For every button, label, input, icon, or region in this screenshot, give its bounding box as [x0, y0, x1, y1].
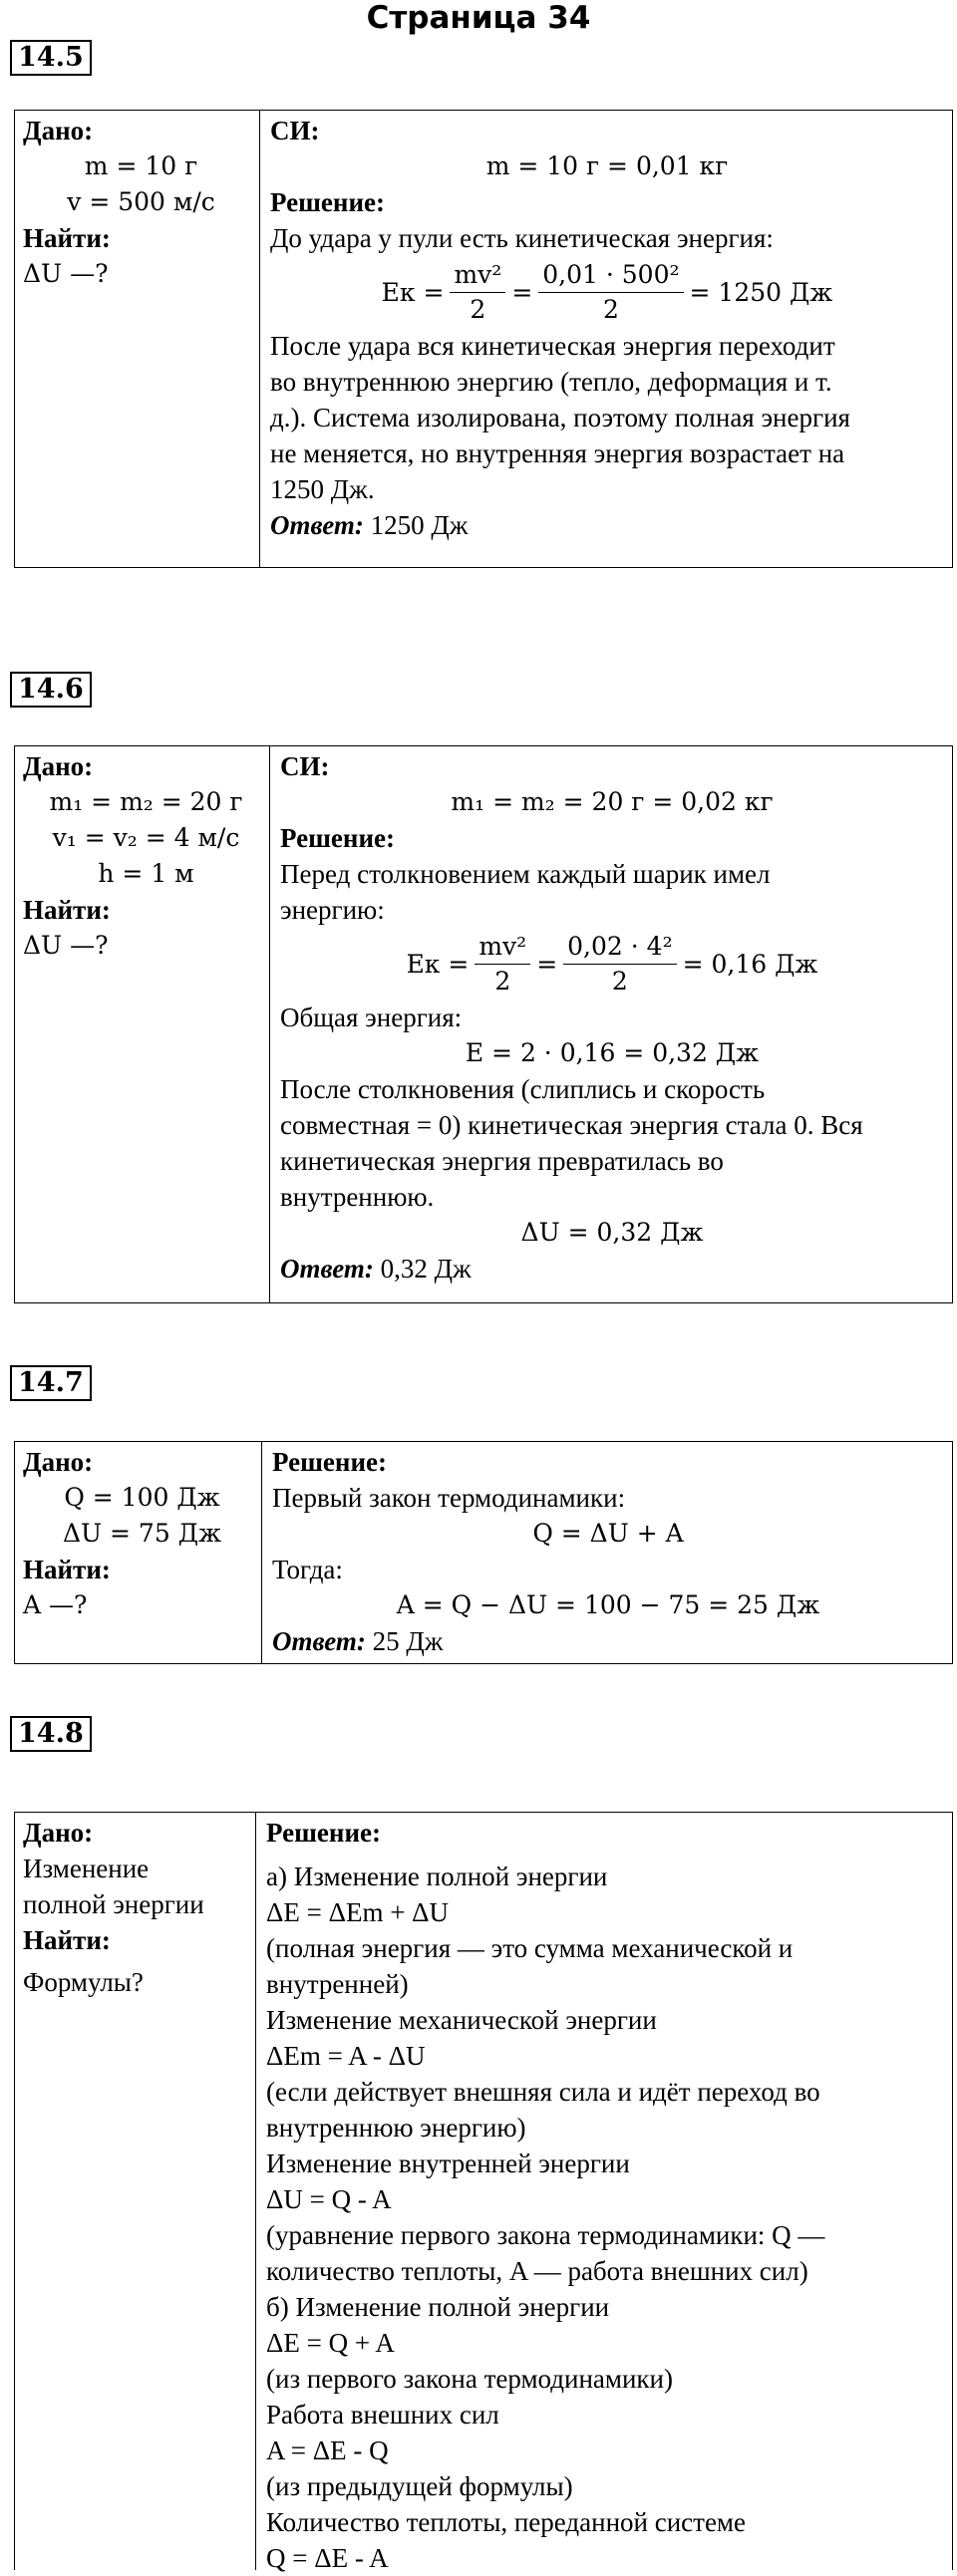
problem-box	[14, 745, 953, 1303]
given-value: h = 1 м	[98, 859, 194, 888]
solution-text: совместная = 0) кинетическая энергия стала 0. Вся	[280, 1110, 863, 1140]
solution-text: Перед столкновением каждый шарик имел	[280, 859, 771, 889]
formula: Eк = $\frac{\text{mv²}}{2}$ = $\frac{\text{0,02 · 4²}}{2}$ = 0,16 Дж	[406, 931, 818, 996]
given-column	[15, 1813, 256, 2570]
answer-label: Ответ:	[272, 1626, 366, 1656]
answer-value: 1250 Дж	[363, 510, 469, 540]
si-value: m = 10 г = 0,01 кг	[485, 151, 729, 180]
formula: Eк = $\frac{\text{mv²}}{2}$ = $\frac{\text{0,01 · 500²}}{2}$ = 1250 Дж	[381, 259, 833, 324]
problem-number: 14.5	[10, 40, 92, 76]
find-value: ΔU —?	[23, 259, 109, 288]
solution-line: Изменение внутренней энергии	[266, 2148, 630, 2178]
solution-line: Изменение механической энергии	[266, 2005, 657, 2035]
solution-text: После столкновения (слиплись и скорость	[280, 1074, 766, 1104]
numerator: mv²	[475, 932, 530, 965]
answer-value: 0,32 Дж	[373, 1254, 472, 1284]
problem-number: 14.7	[10, 1365, 92, 1401]
answer	[280, 1251, 944, 1287]
solution-column	[256, 1813, 952, 2573]
solution-line: а) Изменение полной энергии	[266, 1861, 608, 1891]
solution-line: ΔU = Q - A	[266, 2184, 392, 2214]
solution-text: не меняется, но внутренняя энергия возрастает на	[270, 438, 845, 468]
solution-line: внутренней)	[266, 1969, 409, 1999]
numerator: 0,02 · 4²	[563, 932, 676, 965]
si-label: СИ:	[280, 751, 330, 781]
si-label: СИ:	[270, 116, 320, 145]
solution-column	[270, 746, 952, 1302]
formula-result: = 0,16 Дж	[682, 949, 818, 979]
solution-text: внутреннюю.	[280, 1182, 435, 1212]
solution-column	[262, 1442, 952, 1663]
problem-box	[14, 1812, 953, 2573]
find-value: A —?	[23, 1590, 88, 1619]
solution-lines	[266, 1859, 944, 2576]
solution-text: До удара у пули есть кинетическая энергия:	[270, 223, 774, 253]
solution-line: Работа внешних сил	[266, 2400, 499, 2430]
solution-line: ΔE = ΔEm + ΔU	[266, 1897, 450, 1927]
solution-column	[260, 111, 952, 567]
formula: Q = ΔU + A	[532, 1519, 684, 1548]
find-value: ΔU —?	[23, 931, 109, 960]
given-value: m₁ = m₂ = 20 г	[49, 787, 243, 816]
si-value: m₁ = m₂ = 20 г = 0,02 кг	[451, 787, 774, 816]
fraction	[563, 932, 676, 997]
solution-text: После удара вся кинетическая энергия переходит	[270, 331, 835, 361]
solution-line: б) Изменение полной энергии	[266, 2292, 610, 2322]
solution-line: A = ΔE - Q	[266, 2435, 389, 2465]
problem-number: 14.6	[10, 672, 92, 708]
answer	[272, 1623, 944, 1659]
numerator: 0,01 · 500²	[538, 260, 683, 293]
answer-value: 25 Дж	[365, 1626, 444, 1656]
solution-text: во внутреннюю энергию (тепло, деформация и т.	[270, 367, 832, 397]
solution-label: Решение:	[266, 1818, 381, 1848]
problem-number: 14.8	[10, 1716, 92, 1752]
given-column	[15, 1442, 262, 1663]
denominator: 2	[611, 966, 628, 996]
solution-text: Тогда:	[272, 1555, 343, 1584]
solution-line: (полная энергия — это сумма механической и	[266, 1933, 794, 1963]
formula-lhs: Eк =	[381, 277, 445, 307]
given-column	[15, 746, 270, 1302]
given-value: m = 10 г	[84, 151, 198, 180]
find-label: Найти:	[23, 1925, 111, 1955]
fraction	[538, 260, 683, 325]
page-title: Страница 34	[366, 0, 591, 36]
given-value: Q = 100 Дж	[64, 1483, 220, 1512]
find-label: Найти:	[23, 895, 111, 925]
given-value: полной энергии	[23, 1889, 204, 1919]
given-value: v = 500 м/с	[67, 187, 215, 216]
solution-text: Первый закон термодинамики:	[272, 1483, 626, 1513]
given-label: Дано:	[23, 116, 94, 145]
problem-box	[14, 110, 953, 568]
denominator: 2	[470, 294, 486, 324]
solution-text: энергию:	[280, 895, 385, 925]
problem-box	[14, 1441, 953, 1664]
answer-label: Ответ:	[270, 510, 364, 540]
fraction	[475, 932, 530, 997]
numerator: mv²	[450, 260, 505, 293]
solution-text: кинетическая энергия превратилась во	[280, 1146, 724, 1176]
solution-line: Q = ΔE - A	[266, 2543, 389, 2573]
denominator: 2	[494, 966, 511, 996]
solution-line: внутреннюю энергию)	[266, 2113, 526, 2143]
solution-text: 1250 Дж.	[270, 474, 375, 504]
given-value: ΔU = 75 Дж	[62, 1519, 222, 1548]
answer	[270, 507, 944, 543]
solution-text: Общая энергия:	[280, 1002, 463, 1032]
solution-line: (уравнение первого закона термодинамики: Q —	[266, 2220, 825, 2250]
find-label: Найти:	[23, 223, 111, 253]
denominator: 2	[602, 294, 619, 324]
formula: A = Q − ΔU = 100 − 75 = 25 Дж	[396, 1590, 820, 1619]
given-value: v₁ = v₂ = 4 м/с	[52, 823, 240, 852]
solution-text: д.). Система изолирована, поэтому полная энергия	[270, 403, 850, 432]
solution-label: Решение:	[272, 1447, 387, 1477]
given-value: Изменение	[23, 1854, 150, 1883]
given-label: Дано:	[23, 1818, 94, 1848]
formula: ΔU = 0,32 Дж	[520, 1218, 704, 1247]
solution-line: (из первого закона термодинамики)	[266, 2364, 673, 2394]
solution-line: (из предыдущей формулы)	[266, 2471, 573, 2501]
given-label: Дано:	[23, 1447, 94, 1477]
find-label: Найти:	[23, 1555, 111, 1584]
answer-label: Ответ:	[280, 1254, 374, 1284]
solution-label: Решение:	[270, 187, 385, 217]
solution-label: Решение:	[280, 823, 395, 853]
solution-line: ΔE = Q + A	[266, 2328, 395, 2358]
solution-line: Количество теплоты, переданной системе	[266, 2507, 747, 2537]
formula-lhs: Eк =	[406, 949, 470, 979]
given-label: Дано:	[23, 751, 94, 781]
solution-line: количество теплоты, A — работа внешних сил)	[266, 2256, 808, 2286]
find-value: Формулы?	[23, 1967, 144, 1997]
solution-line: (если действует внешняя сила и идёт переход во	[266, 2077, 820, 2107]
formula: E = 2 · 0,16 = 0,32 Дж	[465, 1038, 760, 1067]
formula-result: = 1250 Дж	[689, 277, 833, 307]
solution-line: ΔEm = A - ΔU	[266, 2041, 426, 2071]
given-column	[15, 111, 260, 567]
fraction	[450, 260, 505, 325]
